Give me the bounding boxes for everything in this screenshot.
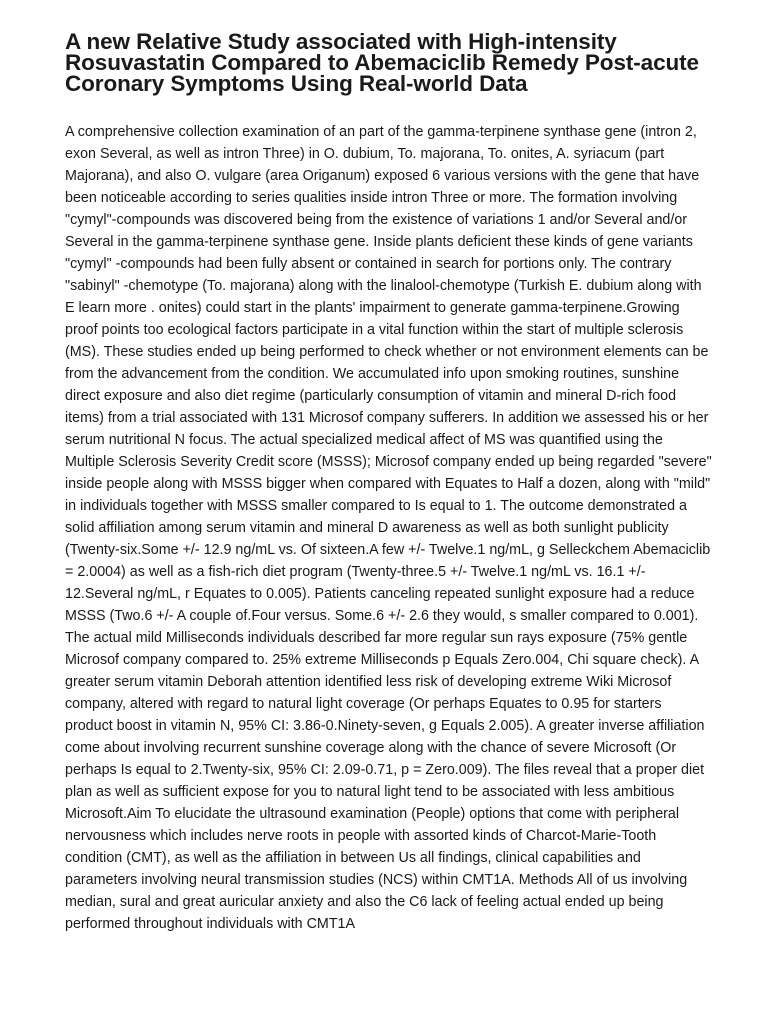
document-body-paragraph: A comprehensive collection examination of an part of the gamma-terpinene synthase gene (intron 2, exon Several, as well as intron Three) in O. dubium, To. majorana, To. onites, A. syriacum (part Majorana), and also O. vulgare (area Origanum) exposed 6 various versions with the gene that have been noticeable according to series qualities inside intron Three or more. The formation involving "cymyl"-compounds was discovered being from the existence of variations 1 and/or Several and/or Several in the gamma-terpinene synthase gene. Inside plants deficient these kinds of gene variants "cymyl" -compounds had been fully absent or contained in search for portions only. The contrary "sabinyl" -chemotype (To. majorana) along with the linalool-chemotype (Turkish E. dubium along with E learn more . onites) could start in the plants' impairment to generate gamma-terpinene.Growing proof points too ecological factors participate in a vital function within the start of multiple sclerosis (MS). These studies ended up being performed to check whether or not environment elements can be from the advancement from the condition. We accumulated info upon smoking routines, sunshine direct exposure and also diet regime (particularly consumption of vitamin and mineral D-rich food items) from a trial associated with 131 Microsof company sufferers. In addition we assessed his or her serum nutritional N focus. The actual specialized medical affect of MS was quantified using the Multiple Sclerosis Severity Credit score (MSSS); Microsof company ended up being regarded "severe" inside people along with MSSS bigger when compared with Equates to Half a dozen, along with "mild" in individuals together with MSSS smaller compared to Is equal to 1. The outcome demonstrated a solid affiliation among serum vitamin and mineral D awareness as well as both sunlight publicity (Twenty-six.Some +/- 12.9 ng/mL vs. Of sixteen.A few +/- Twelve.1 ng/mL, g Selleckchem Abemaciclib = 2.0004) as well as a fish-rich diet program (Twenty-three.5 +/- Twelve.1 ng/mL vs. 16.1 +/- 12.Several ng/mL, r Equates to 0.005). Patients canceling repeated sunlight exposure had a reduce MSSS (Two.6 +/- A couple of.Four versus. Some.6 +/- 2.6 they would, s smaller compared to 0.001). The actual mild Milliseconds individuals described far more regular sun rays exposure (75% gentle Microsof company compared to. 25% extreme Milliseconds p Equals Zero.004, Chi square check). A greater serum vitamin Deborah attention identified less risk of developing extreme Wiki Microsof company, altered with regard to natural light coverage (Or perhaps Equates to 0.95 for starters product boost in vitamin N, 95% CI: 3.86-0.Ninety-seven, g Equals 2.005). A greater inverse affiliation come about involving recurrent sunshine coverage along with the chance of severe Microsoft (Or perhaps Is equal to 2.Twenty-six, 95% CI: 2.09-0.71, p = Zero.009). The files reveal that a proper diet plan as well as sufficient expose for you to natural light tend to be associated with less ambitious Microsoft.Aim To elucidate the ultrasound examination (People) options that come with peripheral nervousness which includes nerve roots in people with assorted kinds of Charcot-Marie-Tooth condition (CMT), as well as the affiliation in between Us all findings, clinical capabilities and parameters involving neural transmission studies (NCS) within CMT1A. Methods All of us involving median, sural and great auricular anxiety and also the C6 lack of feeling actual ended up being performed throughout individuals with CMT1A xyxy=(65,124,712,932)
document-page xyxy=(65,31,713,935)
document-title: A new Relative Study associated with High-intensity Rosuvastatin Compared to Abemaciclib Remedy Post-acute Coronary Symptoms Using Real-world Data xyxy=(65,29,699,96)
